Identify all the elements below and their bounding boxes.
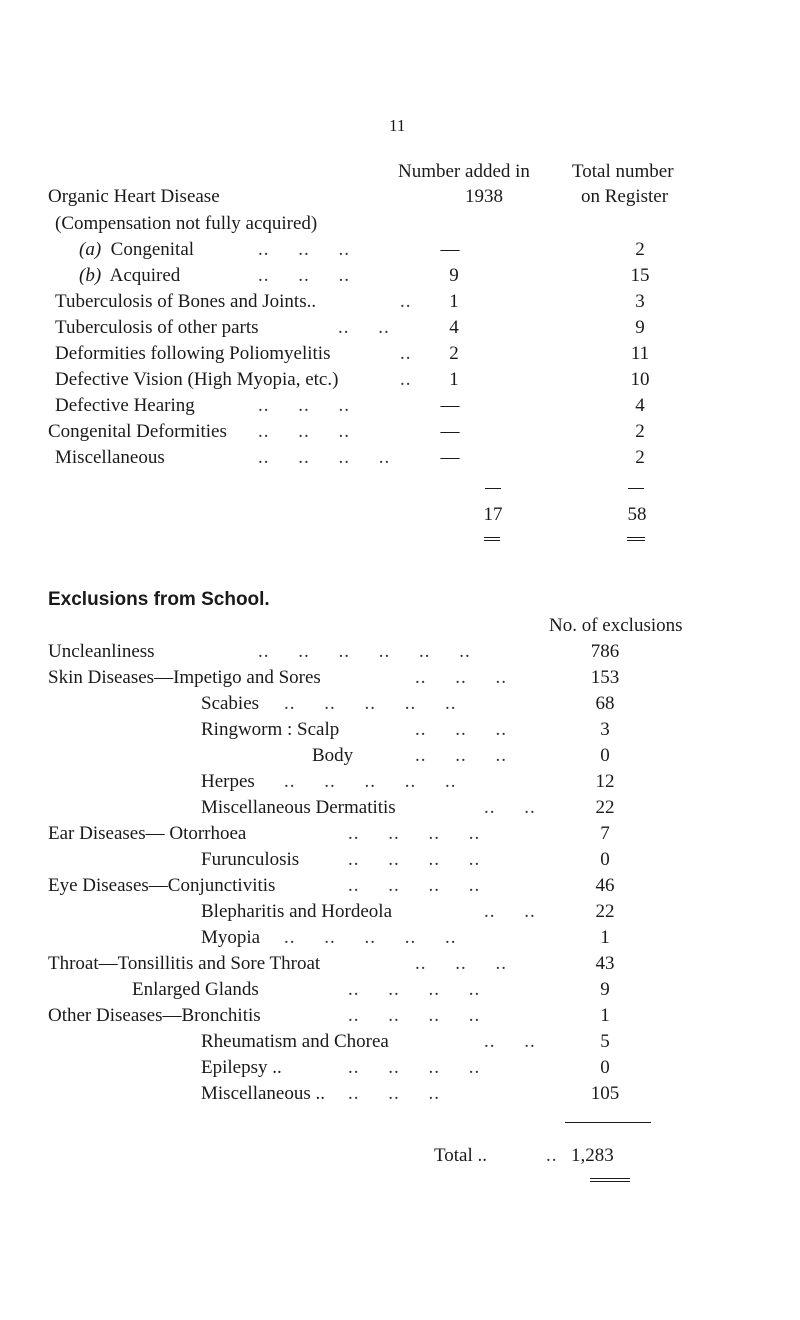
exclusion-value: 22 [595,901,615,922]
double-rule [484,537,500,538]
sum-rule [565,1122,651,1123]
leader-dots: .. .. .. .. [348,1057,481,1078]
row-label: Scabies [201,693,260,714]
row-label: Blepharitis and Hordeola [201,901,393,922]
leader-dots: .. .. .. [258,421,350,442]
row-prefix: (b) [79,265,102,286]
leader-dots: .. .. .. .. [348,875,481,896]
leader-dots: .. .. [484,901,536,922]
row-label: Ringworm : Scalp [201,719,340,740]
exclusion-value: 68 [595,693,615,714]
row-label: Deformities following Poliomyelitis [55,343,331,364]
sum-rule [628,488,644,489]
exclusion-value: 9 [600,979,610,1000]
col-added-year: 1938 [465,186,503,207]
col-total-header: Total number [572,161,674,182]
col-total-sub: on Register [581,186,669,207]
total-value: 10 [630,369,650,390]
sum-rule [485,488,501,489]
leader-dots: .. .. [484,1031,536,1052]
added-value: 1 [449,291,459,312]
total-value: 15 [630,265,650,286]
added-value: 9 [449,265,459,286]
row-label: Congenital Deformities [48,421,227,442]
row-label: Acquired [109,265,181,286]
leader-dots: .. .. .. [258,395,350,416]
leader-dots: .. .. .. [348,1083,440,1104]
leader-dots: .. .. [338,317,390,338]
table1-subtitle: (Compensation not fully acquired) [55,213,318,234]
row-label: Herpes [201,771,255,792]
exclusion-value: 0 [600,745,610,766]
total-value: 2 [635,447,645,468]
row-prefix: (a) [79,239,102,260]
exclusion-value: 3 [600,719,610,740]
added-value: 4 [449,317,459,338]
row-label: Miscellaneous .. [201,1083,326,1104]
total-value: 3 [635,291,645,312]
row-label: Ear Diseases— Otorrhoea [48,823,247,844]
leader-dots: .. [400,343,412,364]
added-value: — [440,421,460,442]
table-row [79,266,180,285]
row-label: Tuberculosis of other parts [55,317,259,338]
leader-dots: .. [400,291,412,312]
exclusion-value: 0 [600,849,610,870]
double-rule [484,540,500,541]
exclusion-value: 12 [595,771,615,792]
leader-dots: .. .. .. .. .. [284,927,457,948]
leader-dots: .. .. .. [415,719,507,740]
leader-dots: .. .. .. .. [348,1005,481,1026]
exclusion-value: 153 [590,667,620,688]
leader-dots: .. .. .. .. .. [284,693,457,714]
double-rule [627,540,645,541]
exclusion-value: 105 [590,1083,620,1104]
total-value: 2 [635,421,645,442]
row-label: Defective Vision (High Myopia, etc.) [55,369,339,390]
added-value: — [440,239,460,260]
leader-dots: .. .. .. [415,953,507,974]
leader-dots: .. .. .. .. [348,849,481,870]
exclusion-value: 5 [600,1031,610,1052]
double-rule [590,1178,630,1179]
table1-title: Organic Heart Disease [48,186,220,207]
row-label: Eye Diseases—Conjunctivitis [48,875,276,896]
total-exclusions: 1,283 [571,1145,614,1166]
row-label: Congenital [110,239,195,260]
row-label: Miscellaneous Dermatitis [201,797,396,818]
total-label: Total .. [434,1145,488,1166]
leader-dots: .. .. .. [415,667,507,688]
row-label: Defective Hearing [55,395,195,416]
row-label: Body [312,745,354,766]
added-value: — [440,447,460,468]
section-heading: Exclusions from School. [48,589,270,610]
exclusion-value: 46 [595,875,615,896]
row-label: Skin Diseases—Impetigo and Sores [48,667,321,688]
row-label: Rheumatism and Chorea [201,1031,389,1052]
leader-dots: .. .. .. .. [348,979,481,1000]
leader-dots: .. .. .. [258,239,350,260]
leader-dots: .. [546,1145,558,1166]
row-label: Furunculosis [201,849,300,870]
leader-dots: .. .. .. [258,265,350,286]
leader-dots: .. [400,369,412,390]
exclusion-value: 0 [600,1057,610,1078]
total-added: 17 [483,504,503,525]
row-label: Myopia [201,927,261,948]
exclusion-value: 1 [600,927,610,948]
leader-dots: .. .. .. .. [348,823,481,844]
double-rule [627,537,645,538]
exclusion-value: 7 [600,823,610,844]
row-label: Other Diseases—Bronchitis [48,1005,261,1026]
col-added-header: Number added in [398,161,530,182]
leader-dots: .. .. .. [415,745,507,766]
added-value: — [440,395,460,416]
total-register: 58 [627,504,647,525]
leader-dots: .. .. .. .. .. [284,771,457,792]
row-label: Miscellaneous [55,447,165,468]
exclusion-value: 22 [595,797,615,818]
double-rule [590,1181,630,1182]
total-value: 4 [635,395,645,416]
row-label: Enlarged Glands [132,979,259,1000]
row-label: Epilepsy .. [201,1057,282,1078]
exclusion-value: 43 [595,953,615,974]
added-value: 1 [449,369,459,390]
leader-dots: .. .. .. .. .. .. [258,641,471,662]
added-value: 2 [449,343,459,364]
col-exclusions-header: No. of exclusions [549,615,683,636]
leader-dots: .. .. .. .. [258,447,391,468]
page-number: 11 [389,116,406,135]
total-value: 2 [635,239,645,260]
row-label: Uncleanliness [48,641,155,662]
leader-dots: .. .. [484,797,536,818]
table-row [79,240,194,259]
total-value: 11 [630,343,650,364]
exclusion-value: 786 [590,641,620,662]
total-value: 9 [635,317,645,338]
row-label: Throat—Tonsillitis and Sore Throat [48,953,321,974]
row-label: Tuberculosis of Bones and Joints.. [55,291,317,312]
exclusion-value: 1 [600,1005,610,1026]
